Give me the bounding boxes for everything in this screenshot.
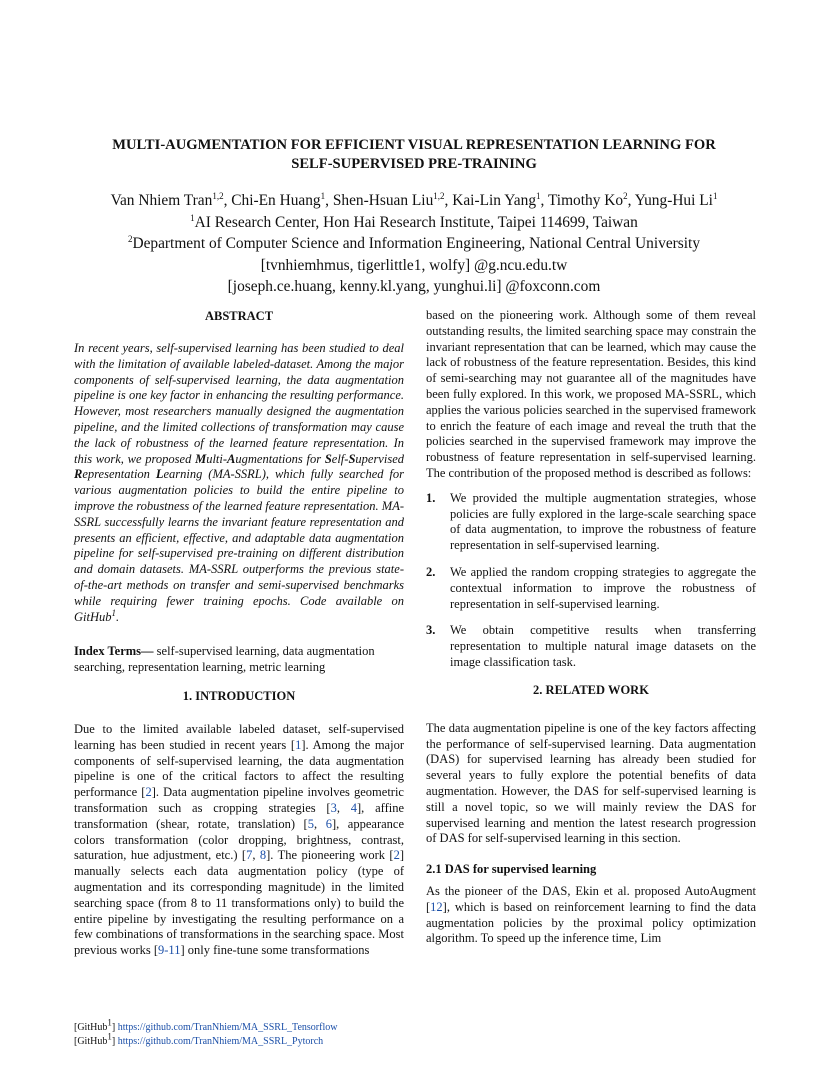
das-text: As the pioneer of the DAS, Ekin et al. proposed AutoAugment [ (426, 883, 756, 914)
right-column (426, 308, 756, 947)
intro-text: , (336, 800, 351, 815)
intro-text: ], appearance colors transformation (color dropping, brightness, contrast, saturation, hue adjustment, etc.) [ (74, 816, 405, 863)
list-item-text: We provided the multiple augmentation strategies, whose policies are fully explored in the large-scale searching space of data augmentation, to improve the robustness of feature representation in self-supervised learning. (450, 490, 756, 553)
index-terms (74, 644, 404, 676)
acronym-letter: A (227, 451, 236, 466)
affiliation-1 (30, 212, 798, 234)
citation-link[interactable]: 2 (393, 848, 400, 863)
intro-text: ]. Data augmentation pipeline involves geometric transformation such as cropping strategies [ (74, 785, 404, 815)
citation-link[interactable]: 7 (246, 848, 253, 863)
citation-link[interactable]: 4 (350, 800, 358, 815)
author-affil-sup: 2 (623, 190, 628, 201)
github-link-pytorch[interactable]: https://github.com/TranNhiem/MA_SSRL_Pytorch (117, 1035, 324, 1047)
index-terms-label: Index Terms— (74, 644, 154, 659)
affiliation-text: Department of Computer Science and Information Engineering, National Central University (132, 235, 701, 252)
author-affil-sup: 1 (536, 190, 541, 201)
citation-link[interactable]: 6 (325, 816, 332, 831)
acronym-rest: upervised (355, 451, 404, 466)
acronym-rest: ulti- (206, 451, 228, 466)
affiliation-sup: 1 (190, 212, 195, 223)
author-name: , Chi-En Huang (223, 192, 321, 209)
acronym-letter: S (348, 451, 356, 466)
author-name: , Kai-Lin Yang (444, 192, 537, 209)
abstract-text-2: (MA-SSRL), which fully searched for various augmentation policies to build the entire pipeline to improve the robustness of the learned feature representation. MA-SSRL successfully learns the invariant feature representation and presents an efficient, effective, and adaptable data augmentation pipeline for self-supervised pre-training on different distribution and domain datasets. MA-SSRL outperforms the previous state-of-the-art methods on transfer and semi-supervised benchmarks while requiring fewer training epochs. Code available on GitHub (74, 467, 405, 624)
title-line-1: MULTI-AUGMENTATION FOR EFFICIENT VISUAL REPRESENTATION LEARNING FOR (112, 137, 716, 153)
title-line-2: SELF-SUPERVISED PRE-TRAINING (291, 156, 537, 172)
github-link-tensorflow[interactable]: https://github.com/TranNhiem/MA_SSRL_Tensorflow (117, 1022, 338, 1033)
das-paragraph (426, 884, 756, 947)
acronym-rest: epresentation (82, 467, 156, 482)
intro-text: ] only fine-tune some transformations (180, 943, 370, 958)
footnote-marker: 1 (111, 607, 116, 618)
affiliation-sup: 2 (127, 233, 133, 244)
acronym-letter: L (155, 467, 164, 482)
citation-link[interactable]: 1 (295, 737, 302, 752)
abstract-text-1: In recent years, self-supervised learning has been studied to deal with the limitation of available labeled-dataset. Among the major components of self-supervised learning, the data augmentation pipeline is one key factor in enhancing the resulting performance. However, most researchers manually designed the augmentation pipeline, and the limited collections of transformation may cause the lack of robustness of the learned feature representation. In this work, we proposed (74, 341, 404, 466)
related-work-heading: 2. RELATED WORK (533, 682, 649, 697)
list-number: 3. (426, 623, 436, 638)
intro-text: , (252, 848, 260, 863)
acronym-letter: R (74, 467, 83, 482)
author-affil-sup: 1,2 (433, 190, 445, 201)
citation-link[interactable]: 8 (259, 848, 267, 863)
paper-title (40, 136, 788, 174)
intro-text: ], affine transformation (shear, rotate, translation) [ (74, 800, 404, 831)
author-name: , Shen-Hsuan Liu (325, 192, 434, 209)
footnote-2 (74, 1031, 337, 1049)
author-name: , Yung-Hui Li (627, 192, 713, 209)
das-text: ], which is based on reinforcement learning to find the data augmentation policies by the proximal policy optimization algorithm. To speed up the inference time, Lim (426, 899, 756, 946)
intro-continued-paragraph: based on the pioneering work. Although some of them reveal outstanding results, the limited searching space may constrain the invariant representation that can be learned, which may cause the lack of robustness of the feature representation. Besides, this kind of semi-searching may not guarantee all of the magnitudes have been fully explored. In this work, we proposed MA-SSRL, which applies the various policies searched in the supervised framework to enrich the feature of each image and reveal the truth that the policies searched in the supervised framework may improve the robustness of feature representation in self-supervised learning. The contribution of the proposed method is described as follows: (426, 308, 756, 480)
email-line-1: [tvnhiemhmus, tigerlittle1, wolfy] @g.ncu.edu.tw (260, 256, 568, 274)
footnotes (74, 1017, 338, 1048)
abstract-end: . (116, 609, 120, 624)
footnote-label: [GitHub (74, 1035, 108, 1047)
list-item-text: We applied the random cropping strategies to aggregate the contextual information to improve the robustness of representation in self-supervised learning. (450, 564, 756, 611)
author-affil-sup: 1,2 (212, 190, 224, 201)
contribution-list (426, 491, 756, 671)
left-column (74, 308, 404, 959)
list-item (426, 565, 756, 612)
affiliation-2 (30, 233, 798, 255)
acronym-letter: M (195, 451, 207, 466)
author-affil-sup: 1 (320, 190, 326, 201)
author-name: Van Nhiem Tran (110, 192, 213, 209)
author-block (30, 190, 798, 298)
abstract-heading: ABSTRACT (204, 309, 274, 323)
intro-heading: 1. INTRODUCTION (182, 688, 296, 703)
citation-link[interactable]: 5 (307, 816, 314, 831)
author-name: , Timothy Ko (540, 192, 624, 209)
list-item (426, 623, 756, 670)
footnote-sup: 1 (107, 1031, 112, 1042)
footnote-1 (74, 1017, 338, 1035)
acronym-rest: ugmentations for (235, 451, 325, 466)
footnote-sup: 1 (107, 1017, 112, 1028)
author-list (30, 190, 798, 212)
subsection-heading: 2.1 DAS for supervised learning (426, 862, 597, 877)
affiliation-text: AI Research Center, Hon Hai Research Institute, Taipei 114699, Taiwan (194, 213, 638, 231)
list-item (426, 491, 756, 554)
citation-link[interactable]: 12 (430, 899, 443, 914)
intro-text: Due to the limited available labeled dataset, self-supervised learning has been studied in recent years [ (74, 721, 404, 752)
citation-link[interactable]: 9-11 (158, 943, 181, 958)
index-terms-text: self-supervised learning, data augmentation searching, representation learning, metric learning (74, 644, 375, 675)
abstract-paragraph (74, 341, 404, 625)
footnote-label: [GitHub (74, 1022, 108, 1033)
citation-link[interactable]: 2 (145, 785, 152, 800)
author-affil-sup: 1 (712, 190, 718, 201)
acronym-rest: elf- (331, 451, 349, 466)
citation-link[interactable]: 3 (330, 800, 337, 815)
acronym-letter: S (324, 451, 332, 466)
list-item-text: We obtain competitive results when transferring representation to multiple natural image datasets on the image classification task. (450, 623, 756, 669)
list-number: 2. (426, 564, 436, 579)
list-number: 1. (426, 490, 436, 505)
intro-paragraph (74, 722, 404, 959)
intro-text: ] manually selects each data augmentation policy (type of augmentation and its corresponding magnitude) in the limited searching space (from 8 to 11 transformations only) to build the entire pipeline by investigating the resulting performance on a few combinations of transformations in the searching space. Most previous works [ (74, 848, 404, 958)
email-line-2: [joseph.ce.huang, kenny.kl.yang, yunghui.li] @foxconn.com (227, 278, 601, 295)
footnote-bracket: ] (111, 1022, 118, 1033)
related-work-paragraph: The data augmentation pipeline is one of the key factors affecting the performance of self-supervised learning. Data augmentation (DAS) for supervised learning has already been studied for several years to fully explore the potential benefits of data augmentation. However, the DAS for self-supervised learning is still a novel topic, so we will mainly review the DAS for supervised learning and mention the latest research progression of DAS for self-supervised learning in this section. (426, 720, 756, 846)
footnote-bracket: ] (111, 1035, 118, 1047)
acronym-rest: earning (163, 467, 203, 482)
intro-text: , (313, 816, 326, 831)
intro-text: ]. Among the major components of self-supervised learning, the data augmentation pipeline is one of the critical factors to affect the resulting performance [ (74, 737, 404, 800)
intro-text: ]. The pioneering work [ (266, 848, 394, 863)
